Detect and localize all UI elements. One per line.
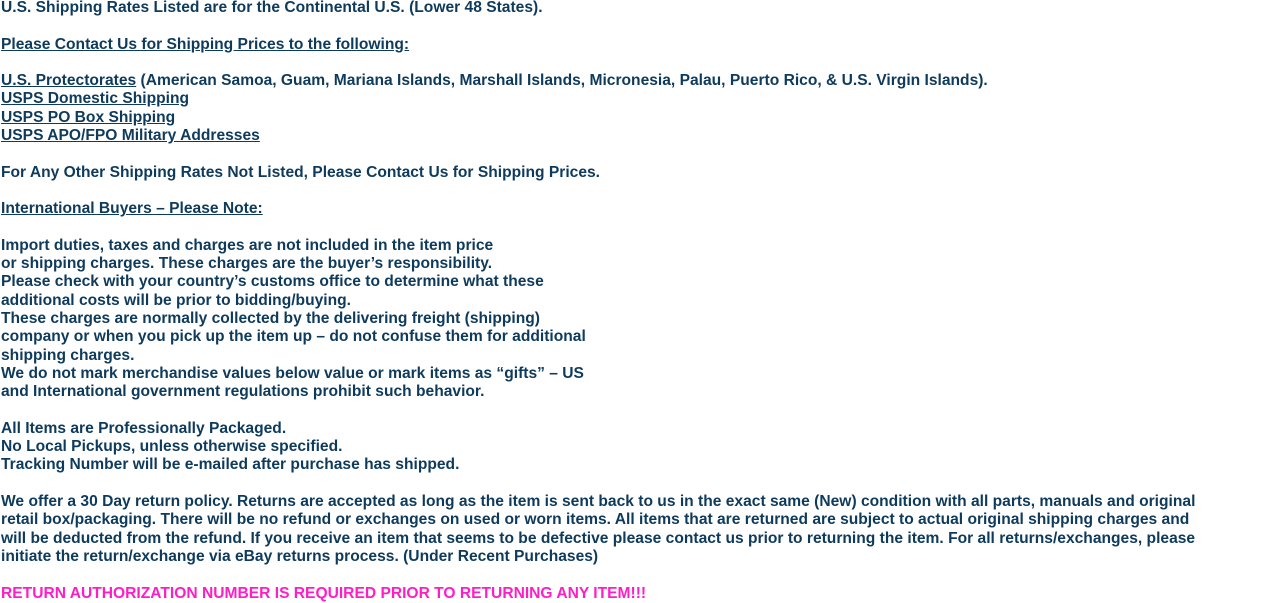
contact-heading: Please Contact Us for Shipping Prices to the following: (1, 35, 410, 53)
return-policy-line: will be deducted from the refund. If you receive an item that seems to be defective please contact us prior to returning the item. For all returns/exchanges, please (1, 529, 1196, 547)
usps-po-box-link[interactable]: USPS PO Box Shipping (1, 108, 176, 126)
intl-line: company or when you pick up the item up – do not confuse them for additional (1, 328, 586, 346)
protectorates-detail: (American Samoa, Guam, Mariana Islands, Marshall Islands, Micronesia, Palau, Puerto Rico, & U.S. Virgin Islands). (136, 72, 988, 90)
return-authorization-warning: RETURN AUTHORIZATION NUMBER IS REQUIRED PRIOR TO RETURNING ANY ITEM!!! (1, 584, 647, 602)
shipping-link-list (1, 90, 1271, 145)
international-notice (1, 237, 1271, 402)
tracking-line: Tracking Number will be e-mailed after purchase has shipped. (1, 456, 460, 474)
return-policy-line: retail box/packaging. There will be no refund or exchanges on used or worn items. All items that are returned are subject to actual original shipping charges and (1, 511, 1190, 529)
protectorates-line (1, 72, 1271, 90)
international-heading: International Buyers – Please Note: (1, 200, 263, 218)
return-policy-line: We offer a 30 Day return policy. Returns are accepted as long as the item is sent back to us in the exact same (New) condition with all parts, manuals and original (1, 493, 1196, 511)
spacer (1, 182, 1271, 200)
usps-military-link[interactable]: USPS APO/FPO Military Addresses (1, 127, 260, 145)
return-policy-line: initiate the return/exchange via eBay returns process. (Under Recent Purchases) (1, 547, 599, 565)
intl-line: These charges are normally collected by the delivering freight (shipping) (1, 310, 540, 328)
usps-domestic-link[interactable]: USPS Domestic Shipping (1, 90, 190, 108)
intl-line: additional costs will be prior to bidding/buying. (1, 291, 351, 309)
intl-line: Please check with your country’s customs office to determine what these (1, 273, 544, 291)
spacer (1, 475, 1271, 493)
spacer (1, 54, 1271, 72)
continental-note: U.S. Shipping Rates Listed are for the Continental U.S. (Lower 48 States). (1, 0, 543, 16)
intl-line: Import duties, taxes and charges are not included in the item price (1, 236, 494, 254)
shipping-policy-document (1, 0, 1271, 603)
packaging-line: All Items are Professionally Packaged. (1, 419, 287, 437)
protectorates-link[interactable]: U.S. Protectorates (1, 72, 137, 90)
spacer (1, 145, 1271, 163)
intl-line: and International government regulations prohibit such behavior. (1, 383, 485, 401)
other-rates-note: For Any Other Shipping Rates Not Listed, Please Contact Us for Shipping Prices. (1, 163, 601, 181)
return-policy (1, 493, 1271, 566)
spacer (1, 566, 1271, 584)
intl-line: We do not mark merchandise values below value or mark items as “gifts” – US (1, 364, 584, 382)
spacer (1, 17, 1271, 35)
intl-line: shipping charges. (1, 346, 135, 364)
packaging-notes (1, 420, 1271, 475)
pickup-line: No Local Pickups, unless otherwise specified. (1, 438, 343, 456)
intl-line: or shipping charges. These charges are the buyer’s responsibility. (1, 255, 493, 273)
spacer (1, 219, 1271, 237)
spacer (1, 402, 1271, 420)
